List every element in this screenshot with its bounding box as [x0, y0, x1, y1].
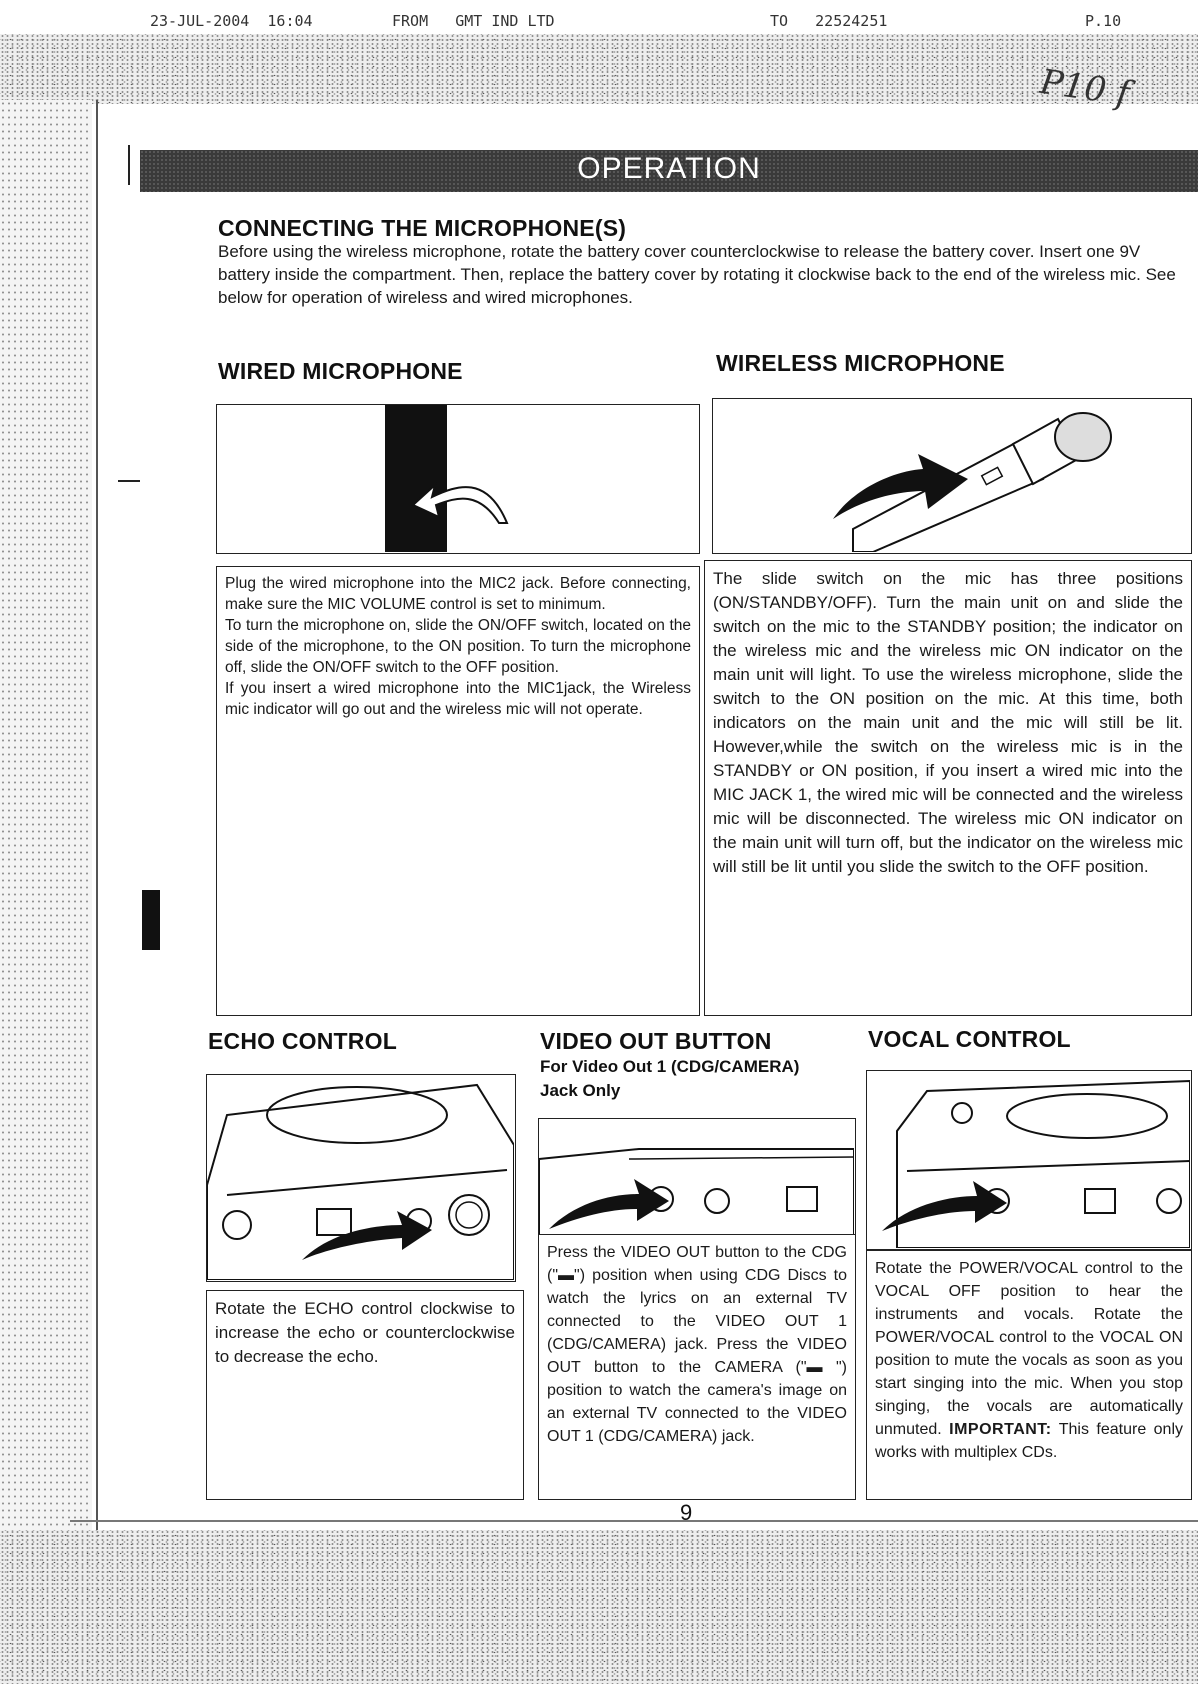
video-out-subtitle-1: For Video Out 1 (CDG/CAMERA): [540, 1057, 800, 1076]
fax-header: [0, 12, 1198, 36]
wired-paragraph: To turn the microphone on, slide the ON/OFF switch, located on the side of the microphone, to the ON position. To turn the microphone off, slide the ON/OFF switch to the OFF position.: [225, 617, 691, 676]
wired-paragraph: If you insert a wired microphone into the MIC1jack, the Wireless mic indicator will go out and the wireless mic will not operate.: [225, 680, 691, 718]
margin-mark: [128, 145, 130, 185]
page-tab-marker: [142, 890, 160, 950]
fax-from: FROM GMT IND LTD: [392, 12, 555, 30]
vocal-body: [875, 1257, 1183, 1464]
echo-instructions: [206, 1290, 524, 1500]
page-edge: [96, 100, 98, 1530]
vocal-body-text: Rotate the POWER/VOCAL control to the VOCAL OFF position to hear the instruments and vocals. Rotate the POWER/VOCAL control to the VOCAL ON position to mute the vocals as soon as you start singing into the mic. When you stop singing, the vocals are automatically unmuted.: [875, 1260, 1183, 1438]
scan-noise-top: [0, 34, 1198, 104]
vocal-illustration: [866, 1070, 1192, 1250]
important-text: This feature only works with multiplex CDs.: [875, 1421, 1184, 1461]
vocal-instructions: [866, 1250, 1192, 1500]
wired-mic-illustration: [216, 404, 700, 554]
fax-page: P.10: [1085, 12, 1122, 30]
video-out-subtitle-2: Jack Only: [540, 1081, 621, 1100]
page-number: 9: [680, 1500, 693, 1525]
banner-title: OPERATION: [577, 152, 761, 185]
page-bottom-edge: [70, 1520, 1198, 1522]
wireless-instructions: [704, 560, 1192, 1016]
echo-illustration: [206, 1074, 516, 1282]
important-label: IMPORTANT:: [949, 1421, 1052, 1438]
vocal-title: VOCAL CONTROL: [868, 1026, 1071, 1052]
connecting-body: Before using the wireless microphone, rotate the battery cover counterclockwise to release the battery cover. Insert one 9V battery inside the compartment. Then, replace the battery cover by rotating it clockwise back to the end of the wireless mic. See below for operation of wireless and wired microphones.: [218, 242, 1176, 307]
margin-mark: [118, 480, 140, 482]
video-out-instructions: [538, 1234, 856, 1500]
scan-noise-bottom: [0, 1530, 1198, 1684]
wireless-mic-illustration: [712, 398, 1192, 554]
video-out-drawing: [539, 1119, 854, 1246]
scan-noise-left: [0, 100, 92, 1540]
echo-title: ECHO CONTROL: [208, 1028, 397, 1054]
fax-to: TO 22524251: [770, 12, 888, 30]
wireless-title: WIRELESS MICROPHONE: [716, 350, 1005, 376]
handwritten-note: P10 f: [1037, 61, 1132, 115]
video-out-body: Press the VIDEO OUT button to the CDG ("▬") position when using CDG Discs to watch the lyrics on an external TV connected to the VIDEO OUT 1 (CDG/CAMERA) jack. Press the VIDEO OUT button to the CAMERA ("▬ ") position to watch the camera's image on an external TV connected to the VIDEO OUT 1 (CDG/CAMERA) jack.: [547, 1244, 847, 1445]
wired-instructions: [216, 566, 700, 1016]
wired-paragraph: Plug the wired microphone into the MIC2 jack. Before connecting, make sure the MIC VOLUME control is set to minimum.: [225, 575, 691, 613]
echo-control-drawing: [207, 1075, 514, 1280]
wired-mic-drawing: [217, 405, 698, 552]
echo-body: Rotate the ECHO control clockwise to increase the echo or counterclockwise to decrease the echo.: [215, 1299, 515, 1366]
wireless-mic-drawing: [713, 399, 1190, 552]
fax-datetime: 23-JUL-2004 16:04: [150, 12, 313, 30]
vocal-control-drawing: [867, 1071, 1190, 1248]
video-out-illustration: [538, 1118, 856, 1248]
wireless-body: The slide switch on the mic has three positions (ON/STANDBY/OFF). Turn the main unit on and slide the switch on the mic to the STANDBY position; the indicator on the wireless mic and the wireless mic ON indicator on the main unit will light. To use the wireless microphone, slide the switch to the ON position on the mic. At this time, both indicators on the main unit and the mic will still be lit. However,while the switch on the wireless mic is in the STANDBY or ON position, if you insert a wired mic into the MIC JACK 1, the wired mic will be connected and the wireless mic will be disconnected. The wireless mic ON indicator on the main unit will turn off, but the indicator on the wireless mic will still be lit until you slide the switch to the OFF position.: [713, 569, 1183, 876]
wired-title: WIRED MICROPHONE: [218, 358, 463, 384]
connecting-title: CONNECTING THE MICROPHONE(S): [218, 215, 627, 241]
operation-banner: [140, 150, 1198, 192]
video-out-title: VIDEO OUT BUTTON: [540, 1028, 772, 1054]
